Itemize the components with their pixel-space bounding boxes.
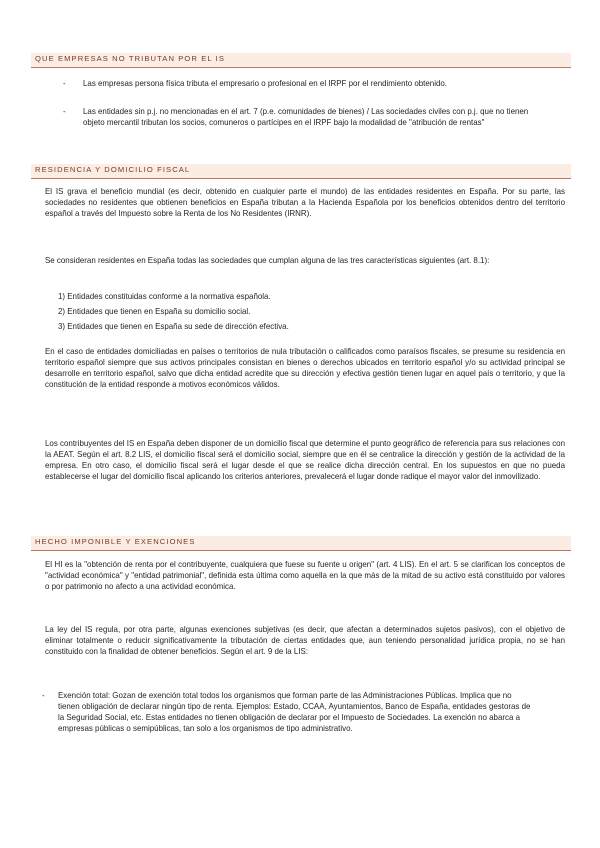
paragraph: Los contribuyentes del IS en España deben disponer de un domicilio fiscal que determine el punto geográfico de referencia para sus relaciones con la AEAT. Según el art. 8.2 LIS, el domicilio fiscal será el domicilio social, siempre que en él se centralice la dirección y gestión de la actividad de la empresa. En otro caso, el domicilio fiscal será el lugar desde el que se realice dicha dirección central. En los supuestos en que no pueda establecerse el lugar del domicilio fiscal aplicando los criterios anteriores, prevalecerá el lugar donde radique el mayor valor del inmovilizado. — [45, 439, 565, 481]
section-heading-no-tributan — [31, 53, 571, 68]
list-item: 2) Entidades que tienen en España su domicilio social. — [58, 307, 251, 316]
bullet-item: Las empresas persona física tributa el empresario o profesional en el IRPF por el rendimiento obtenido. — [83, 79, 447, 88]
paragraph: En el caso de entidades domiciliadas en países o territorios de nula tributación o calificados como paraísos fiscales, se presume su residencia en territorio español siempre que sus activos principales consistan en bienes o derechos ubicados en territorio español y/o su actividad principal se desarrolle en territorio español, salvo que dicha entidad acredite que su dirección y efectiva gestión tienen lugar en aquel país o territorio, y que la constitución de la entidad responde a motivos económicos válidos. — [45, 347, 565, 389]
paragraph: La ley del IS regula, por otra parte, algunas exenciones subjetivas (es decir, que afectan a determinados sujetos pasivos), con el objetivo de eliminar totalmente o reducir significativamente la tributación de ciertas entidades que, aun teniendo personalidad jurídica propia, no se han constituido con la finalidad de obtener beneficios. Según el art. 9 de la LIS: — [45, 625, 565, 656]
bullet-item: Exención total: Gozan de exención total todos los organismos que forman parte de las Administraciones Públicas. Implica que no tienen obligación de declarar ningún tipo de renta. Ejemplos: Estado, CCAA, Ayuntamientos, Banco de España, entidades gestoras de la Seguridad Social, etc. Estas entidades no tienen obligación de declarar por el Impuesto de Sociedades. La exención no abarca a empresas públicas o semipúblicas, tan solo a los organismos de tipo administrativo. — [58, 691, 531, 733]
section-heading-residencia — [31, 164, 571, 179]
paragraph: El IS grava el beneficio mundial (es decir, obtenido en cualquier parte el mundo) de las entidades residentes en España. Por su parte, las sociedades no residentes que obtienen beneficios en España tributan a la Hacienda Española por los beneficios obtenidos dentro del territorio español a través del Impuesto sobre la Renta de los No Residentes (IRNR). — [45, 187, 565, 218]
section-heading-text: HECHO IMPONIBLE Y EXENCIONES — [35, 537, 196, 546]
list-item: 1) Entidades constituidas conforme a la normativa española. — [58, 292, 271, 301]
bullet-dash: - — [42, 691, 45, 700]
bullet-dash: - — [63, 79, 66, 88]
section-heading-text: RESIDENCIA Y DOMICILIO FISCAL — [35, 165, 191, 174]
bullet-item: Las entidades sin p.j. no mencionadas en el art. 7 (p.e. comunidades de bienes) / Las sociedades civiles con p.j. que no tienen objeto mercantil tributan los socios, comuneros o partícipes en el IRPF bajo la modalidad de "atribución de rentas" — [83, 107, 529, 127]
list-item: 3) Entidades que tienen en España su sede de dirección efectiva. — [58, 322, 289, 331]
paragraph: Se consideran residentes en España todas las sociedades que cumplan alguna de las tres características siguientes (art. 8.1): — [45, 256, 490, 265]
section-heading-hecho-imponible — [31, 536, 571, 551]
section-heading-text: QUE EMPRESAS NO TRIBUTAN POR EL IS — [35, 54, 226, 63]
bullet-dash: - — [63, 107, 66, 116]
paragraph: El HI es la "obtención de renta por el contribuyente, cualquiera que fuese su fuente u origen" (art. 4 LIS). En el art. 5 se clarifican los conceptos de "actividad económica" y "entidad patrimonial", definida esta última como aquella en la que más de la mitad de su activo está constituido por valores o por patrimonio no afecto a una actividad económica. — [45, 560, 565, 591]
